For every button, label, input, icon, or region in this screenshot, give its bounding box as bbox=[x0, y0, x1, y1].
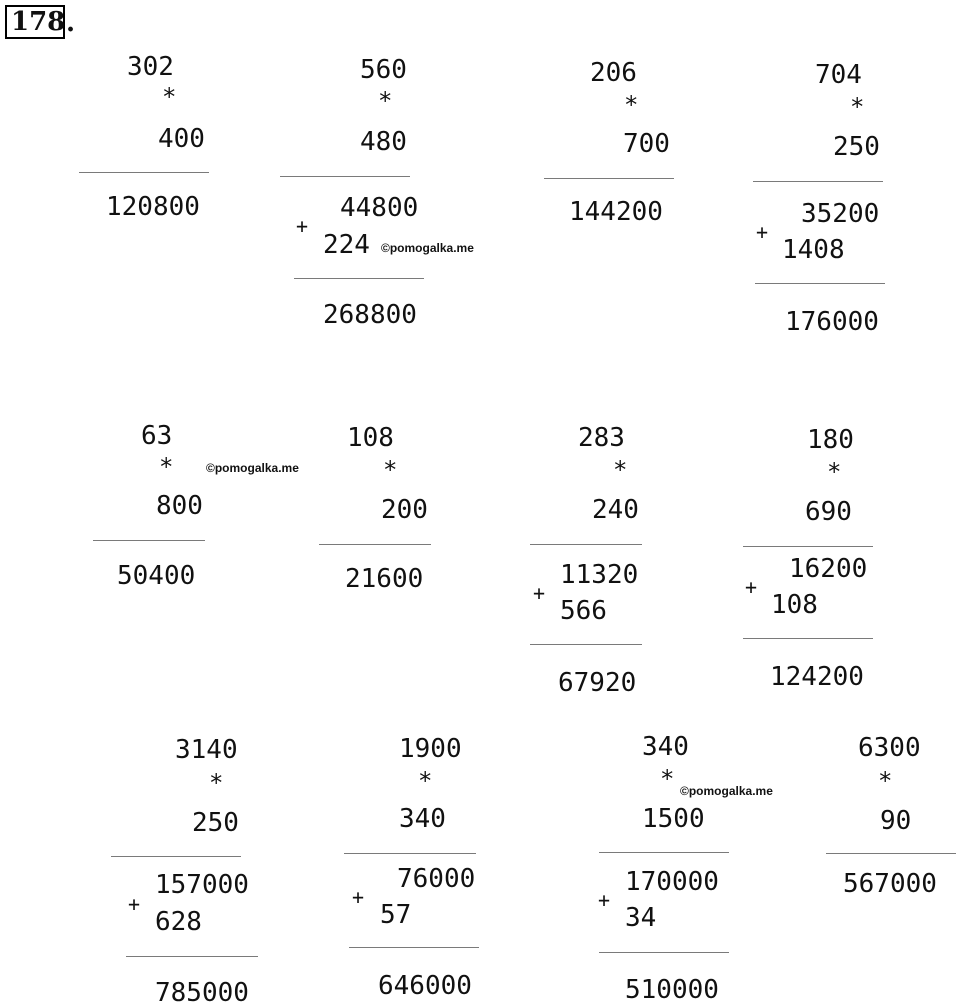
times-sign: * bbox=[850, 93, 865, 121]
partial-product-1: 35200 bbox=[801, 199, 880, 229]
times-sign: * bbox=[418, 767, 433, 795]
times-sign: * bbox=[878, 767, 893, 795]
multiplier: 700 bbox=[623, 129, 670, 159]
times-sign: * bbox=[827, 458, 842, 486]
multiplicand: 206 bbox=[590, 58, 637, 88]
partial-product-2: 57 bbox=[380, 900, 412, 930]
watermark: ©pomogalka.me bbox=[381, 241, 474, 255]
product: 67920 bbox=[558, 668, 637, 698]
times-sign: * bbox=[624, 91, 639, 119]
divider-line bbox=[530, 544, 642, 545]
product: 268800 bbox=[323, 300, 417, 330]
partial-product-1: 11320 bbox=[560, 560, 639, 590]
divider-line bbox=[826, 853, 956, 854]
times-sign: * bbox=[159, 453, 174, 481]
divider-line bbox=[743, 638, 873, 639]
product: 50400 bbox=[117, 561, 196, 591]
divider-line bbox=[755, 283, 885, 284]
times-sign: * bbox=[378, 87, 393, 115]
times-sign: * bbox=[660, 765, 675, 793]
multiplier: 200 bbox=[381, 495, 428, 525]
product: 21600 bbox=[345, 564, 424, 594]
multiplicand: 704 bbox=[815, 60, 862, 90]
multiplicand: 6300 bbox=[858, 733, 921, 763]
multiplicand: 108 bbox=[347, 423, 394, 453]
multiplier: 250 bbox=[192, 808, 239, 838]
multiplier: 1500 bbox=[642, 804, 705, 834]
problem-number-dot: . bbox=[66, 8, 76, 38]
product: 646000 bbox=[378, 971, 472, 1001]
plus-sign: + bbox=[756, 220, 769, 244]
multiplicand: 340 bbox=[642, 732, 689, 762]
partial-product-2: 628 bbox=[155, 907, 202, 937]
divider-line bbox=[79, 172, 209, 173]
multiplicand: 1900 bbox=[399, 734, 462, 764]
divider-line bbox=[349, 947, 479, 948]
divider-line bbox=[743, 546, 873, 547]
times-sign: * bbox=[162, 83, 177, 111]
partial-product-1: 170000 bbox=[625, 867, 719, 897]
multiplicand: 3140 bbox=[175, 735, 238, 765]
partial-product-2: 1408 bbox=[782, 235, 845, 265]
product: 510000 bbox=[625, 975, 719, 1005]
divider-line bbox=[280, 176, 410, 177]
partial-product-2: 34 bbox=[625, 903, 657, 933]
plus-sign: + bbox=[745, 575, 758, 599]
watermark: ©pomogalka.me bbox=[680, 784, 773, 798]
partial-product-2: 224 bbox=[323, 230, 370, 260]
partial-product-1: 157000 bbox=[155, 870, 249, 900]
multiplier: 90 bbox=[880, 806, 912, 836]
partial-product-1: 76000 bbox=[397, 864, 476, 894]
partial-product-2: 566 bbox=[560, 596, 607, 626]
partial-product-1: 44800 bbox=[340, 193, 419, 223]
divider-line bbox=[111, 856, 241, 857]
product: 785000 bbox=[155, 978, 249, 1008]
multiplicand: 560 bbox=[360, 55, 407, 85]
times-sign: * bbox=[209, 769, 224, 797]
times-sign: * bbox=[383, 456, 398, 484]
product: 567000 bbox=[843, 869, 937, 899]
divider-line bbox=[753, 181, 883, 182]
multiplier: 400 bbox=[158, 124, 205, 154]
divider-line bbox=[294, 278, 424, 279]
times-sign: * bbox=[613, 456, 628, 484]
product: 124200 bbox=[770, 662, 864, 692]
watermark: ©pomogalka.me bbox=[206, 461, 299, 475]
product: 144200 bbox=[569, 197, 663, 227]
divider-line bbox=[93, 540, 205, 541]
divider-line bbox=[530, 644, 642, 645]
product: 176000 bbox=[785, 307, 879, 337]
multiplicand: 180 bbox=[807, 425, 854, 455]
plus-sign: + bbox=[352, 885, 365, 909]
multiplier: 250 bbox=[833, 132, 880, 162]
divider-line bbox=[544, 178, 674, 179]
divider-line bbox=[344, 853, 476, 854]
partial-product-1: 16200 bbox=[789, 554, 868, 584]
multiplicand: 283 bbox=[578, 423, 625, 453]
divider-line bbox=[319, 544, 431, 545]
plus-sign: + bbox=[128, 892, 141, 916]
divider-line bbox=[126, 956, 258, 957]
multiplier: 240 bbox=[592, 495, 639, 525]
divider-line bbox=[599, 852, 729, 853]
multiplicand: 302 bbox=[127, 52, 174, 82]
plus-sign: + bbox=[533, 581, 546, 605]
plus-sign: + bbox=[296, 214, 309, 238]
partial-product-2: 108 bbox=[771, 590, 818, 620]
multiplier: 690 bbox=[805, 497, 852, 527]
multiplier: 800 bbox=[156, 491, 203, 521]
product: 120800 bbox=[106, 192, 200, 222]
multiplier: 340 bbox=[399, 804, 446, 834]
problem-number: 178 bbox=[5, 5, 65, 39]
multiplier: 480 bbox=[360, 127, 407, 157]
multiplicand: 63 bbox=[141, 421, 173, 451]
plus-sign: + bbox=[598, 888, 611, 912]
divider-line bbox=[599, 952, 729, 953]
